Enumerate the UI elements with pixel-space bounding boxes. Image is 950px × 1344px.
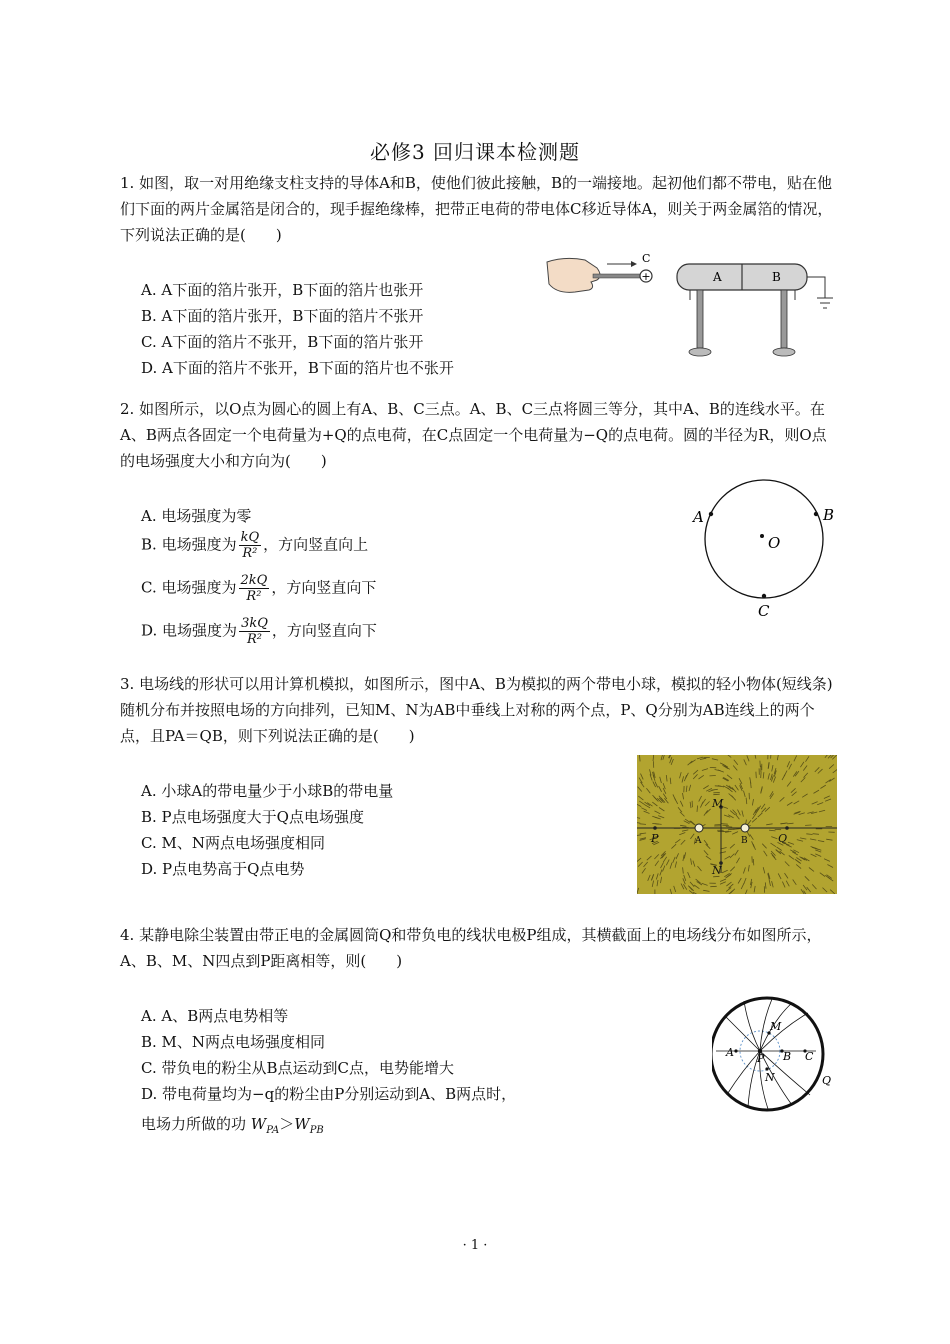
ground-wire	[807, 277, 825, 298]
arrow-icon	[631, 261, 637, 267]
q3-stem: 3. 电场线的形状可以用计算机模拟，如图所示，图中A、B为模拟的两个带电小球，模拟的轻小物体(短线条)随机分布并按照电场的方向排列，已知M、N为AB中垂线上对称的两个点，P、Q分别为AB连线上的两个点，且PA＝QB，则下列说法正确的是( )	[120, 675, 833, 745]
q2-label-c: C	[758, 602, 770, 620]
q2-option-d: D. 电场强度为 $\frac{3kQ}{\text{R²}}$ ，方向竖直向下	[141, 616, 377, 647]
q2-label-a: A	[693, 508, 704, 526]
q2-option-b: B. 电场强度为 $\frac{kQ}{\text{R²}}$ ，方向竖直向上	[141, 530, 369, 561]
q2-label-o: O	[768, 534, 781, 552]
q4-label-b: B	[783, 1050, 792, 1063]
q3-option-d: D. P点电势高于Q点电势	[141, 860, 305, 878]
q3-field-simulation-figure	[637, 755, 837, 894]
q3-label-a: A	[695, 836, 702, 846]
q1-option-c: C. A下面的箔片不张开，B下面的箔片张开	[141, 333, 424, 351]
q4-label-p: P	[757, 1052, 765, 1065]
page-title: 必修3 回归课本检测题	[369, 140, 581, 164]
q3-option-b: B. P点电场强度大于Q点电场强度	[141, 808, 364, 826]
q2-stem: 2. 如图所示，以O点为圆心的圆上有A、B、C三点。A、B、C三点将圆三等分，其中A、B的连线水平。在A、B两点各固定一个电荷量为+Q的点电荷，在C点固定一个电荷量为−Q的点电荷。圆的半径为R，则O点的电场强度大小和方向为( )	[120, 400, 827, 470]
q4-option-c: C. 带负电的粉尘从B点运动到C点，电势能增大	[141, 1059, 454, 1077]
q3-label-q: Q	[778, 832, 788, 845]
q4-option-d-continued: 电场力所做的功 $W_{PA}>W_{PB}$	[141, 1115, 324, 1136]
q2-circle-figure	[690, 478, 840, 622]
q3-label-n: N	[712, 864, 722, 877]
q3-option-c: C. M、N两点电场强度相同	[141, 834, 325, 852]
q2-label-b: B	[823, 506, 835, 524]
q4-label-a: A	[726, 1046, 734, 1059]
q4-label-m: M	[770, 1020, 782, 1033]
q1-label-b: B	[772, 270, 781, 284]
q1-stem: 1. 如图，取一对用绝缘支柱支持的导体A和B，使他们彼此接触，B的一端接地。起初他们都不带电，贴在他们下面的两片金属箔是闭合的，现手握绝缘棒，把带正电荷的带电体C移近导体A，则关于两金属箔的情况，下列说法正确的是( )	[120, 174, 833, 244]
hand-icon	[547, 258, 600, 292]
q3-option-a: A. 小球A的带电量少于小球B的带电量	[141, 782, 394, 800]
q4-label-q: Q	[822, 1074, 832, 1087]
q4-option-a: A. A、B两点电势相等	[141, 1007, 289, 1025]
q1-option-a: A. A下面的箔片张开，B下面的箔片也张开	[141, 281, 424, 299]
page-number: · 1 ·	[462, 1238, 488, 1253]
insulating-rod	[593, 274, 641, 278]
q2-option-c: C. 电场强度为 $\frac{2kQ}{\text{R²}}$ ，方向竖直向下	[141, 573, 377, 604]
q4-label-c: C	[805, 1050, 814, 1063]
q4-stem: 4. 某静电除尘装置由带正电的金属圆筒Q和带负电的线状电极P组成，其横截面上的电场线分布如图所示，A、B、M、N四点到P距离相等，则( )	[120, 926, 822, 970]
q1-conductor-figure	[545, 250, 840, 362]
q4-label-n: N	[765, 1071, 775, 1084]
q3-label-p: P	[651, 832, 659, 845]
q1-option-d: D. A下面的箔片不张开，B下面的箔片也不张开	[141, 359, 454, 377]
q3-label-m: M	[712, 797, 724, 810]
q4-electrostatic-precipitator-figure	[712, 993, 842, 1115]
q1-option-b: B. A下面的箔片张开，B下面的箔片不张开	[141, 307, 424, 325]
q1-label-a: A	[713, 270, 722, 284]
q4-option-b: B. M、N两点电场强度相同	[141, 1033, 326, 1051]
q4-option-d: D. 带电荷量均为−q的粉尘由P分别运动到A、B两点时，	[141, 1085, 517, 1103]
svg-text:+: +	[641, 270, 651, 283]
q3-label-b: B	[741, 836, 748, 846]
q2-option-a: A. 电场强度为零	[141, 507, 252, 525]
q1-label-c: C	[642, 252, 651, 265]
